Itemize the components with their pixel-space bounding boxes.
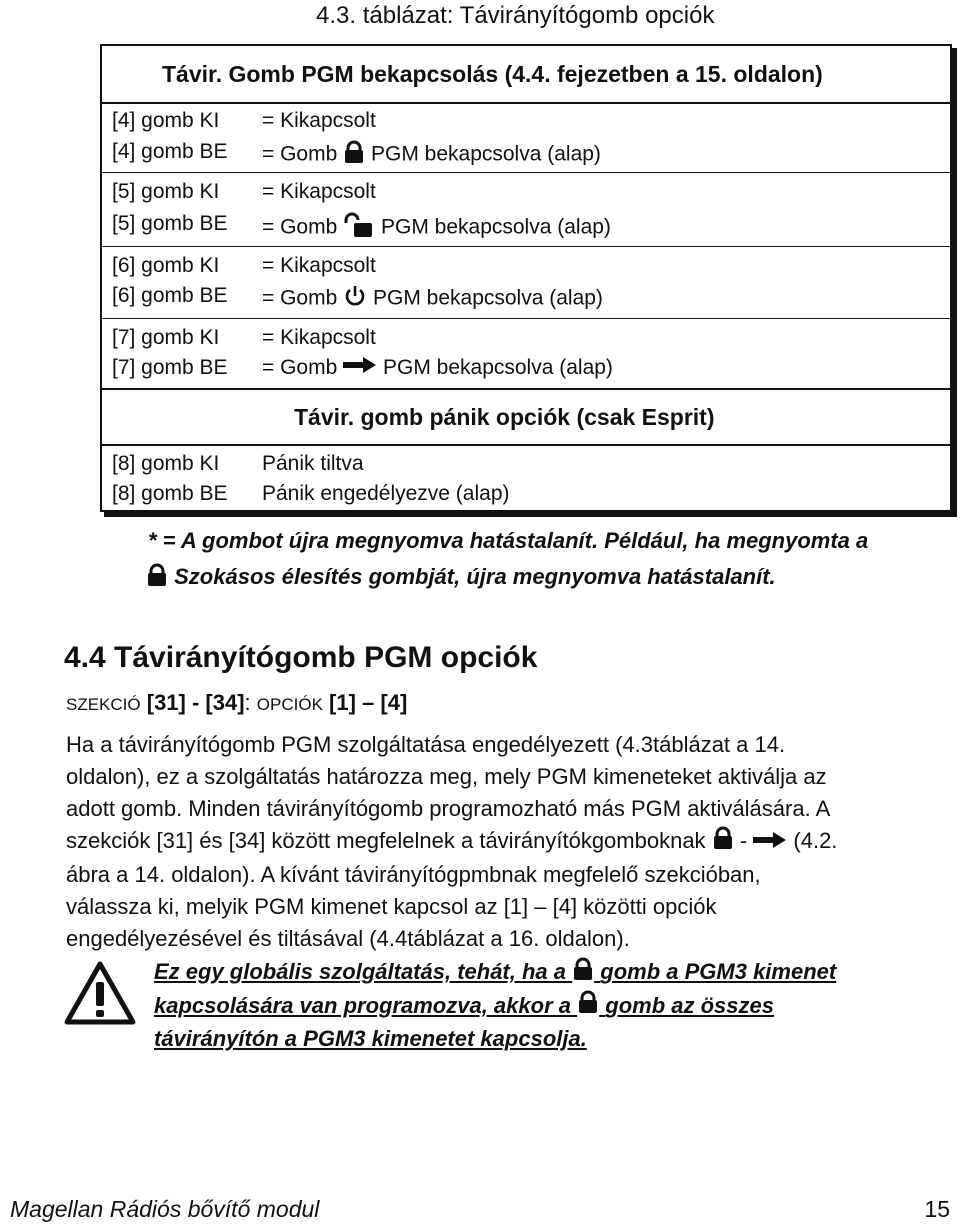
table-section-header-panic: [102, 388, 950, 446]
row-label: [8] gomb BE: [112, 482, 228, 505]
lock-closed-icon: [577, 990, 599, 1023]
row-value: Pánik tiltva: [262, 452, 364, 475]
table-shadow-right: [952, 48, 957, 517]
page-number: 15: [924, 1196, 950, 1222]
pgm-options-table: [100, 44, 952, 512]
row-value: Pánik engedélyezve (alap): [262, 482, 510, 505]
divider: [102, 246, 950, 247]
row-label: [8] gomb KI: [112, 452, 220, 475]
note-line: * = A gombot újra megnyomva hatástalanít. Például, ha megnyomta a: [148, 528, 869, 553]
row-label: [6] gomb KI: [112, 254, 220, 277]
row-value: = Kikapcsolt: [262, 109, 376, 132]
footer-title: Magellan Rádiós bővítő modul: [10, 1196, 320, 1222]
row-label: [6] gomb BE: [112, 284, 228, 307]
row-label: [5] gomb BE: [112, 212, 228, 235]
power-icon: [343, 284, 367, 314]
row-label: [7] gomb KI: [112, 326, 220, 349]
arrow-right-icon: [753, 826, 787, 858]
section-title-panic: Távir. gomb pánik opciók (csak Esprit): [294, 403, 715, 430]
section-title-pgm: Távir. Gomb PGM bekapcsolás (4.4. fejezetben a 15. oldalon): [162, 60, 823, 87]
divider: [102, 318, 950, 319]
row-label: [4] gomb KI: [112, 109, 220, 132]
table-shadow-bottom: [104, 512, 957, 517]
table-section-header-pgm: [102, 46, 950, 104]
lock-closed-icon: [712, 826, 734, 859]
divider: [102, 172, 950, 173]
lock-open-icon: [343, 212, 375, 244]
lock-closed-icon: [343, 140, 365, 170]
row-label: [4] gomb BE: [112, 140, 228, 163]
row-value: = Kikapcsolt: [262, 254, 376, 277]
warning-triangle-icon: [64, 960, 136, 1031]
row-value: = Kikapcsolt: [262, 180, 376, 203]
warning-text: Ez egy globális szolgáltatás, tehát, ha a gomb a PGM3 kimenet kapcsolására van programozva, akkor a gomb az összes távirányítón a PGM3 kimenetet kapcsolja.: [154, 956, 836, 1055]
lock-closed-icon: [146, 563, 168, 593]
row-value: = Gomb PGM bekapcsolva (alap): [262, 212, 611, 244]
row-value: = Gomb PGM bekapcsolva (alap): [262, 284, 603, 314]
row-label: [5] gomb KI: [112, 180, 220, 203]
arrow-right-icon: [343, 356, 377, 380]
row-label: [7] gomb BE: [112, 356, 228, 379]
section-heading: 4.4 Távirányítógomb PGM opciók: [64, 641, 538, 674]
paragraph: Ha a távirányítógomb PGM szolgáltatása engedélyezett (4.3táblázat a 14. oldalon), ez a szolgáltatás határozza meg, mely PGM kimeneteket aktiválja az adott gomb. Minden távirányítógomb programozható más PGM aktiválására. A szekciók [31] és [34] között megfelelnek a távirányítókgomboknak - (4.2. ábra a 14. oldalon). A kívánt távirányítógpmbnak megfelelő szekcióban, válassza ki, melyik PGM kimenet kapcsol az [1] – [4] közötti opciók engedélyezésével és tiltásával (4.4táblázat a 16. oldalon).: [66, 732, 838, 951]
row-value: = Gomb PGM bekapcsolva (alap): [262, 140, 601, 170]
note-line: Szokásos élesítés gombját, újra megnyomva hatástalanít.: [146, 563, 776, 593]
table-caption: 4.3. táblázat: Távirányítógomb opciók: [316, 2, 715, 29]
section-options-line: SZEKCIÓ [31] - [34]: OPCIÓK [1] – [4]: [66, 690, 408, 715]
row-value: = Kikapcsolt: [262, 326, 376, 349]
row-value: = Gomb PGM bekapcsolva (alap): [262, 356, 613, 379]
lock-closed-icon: [572, 957, 594, 990]
